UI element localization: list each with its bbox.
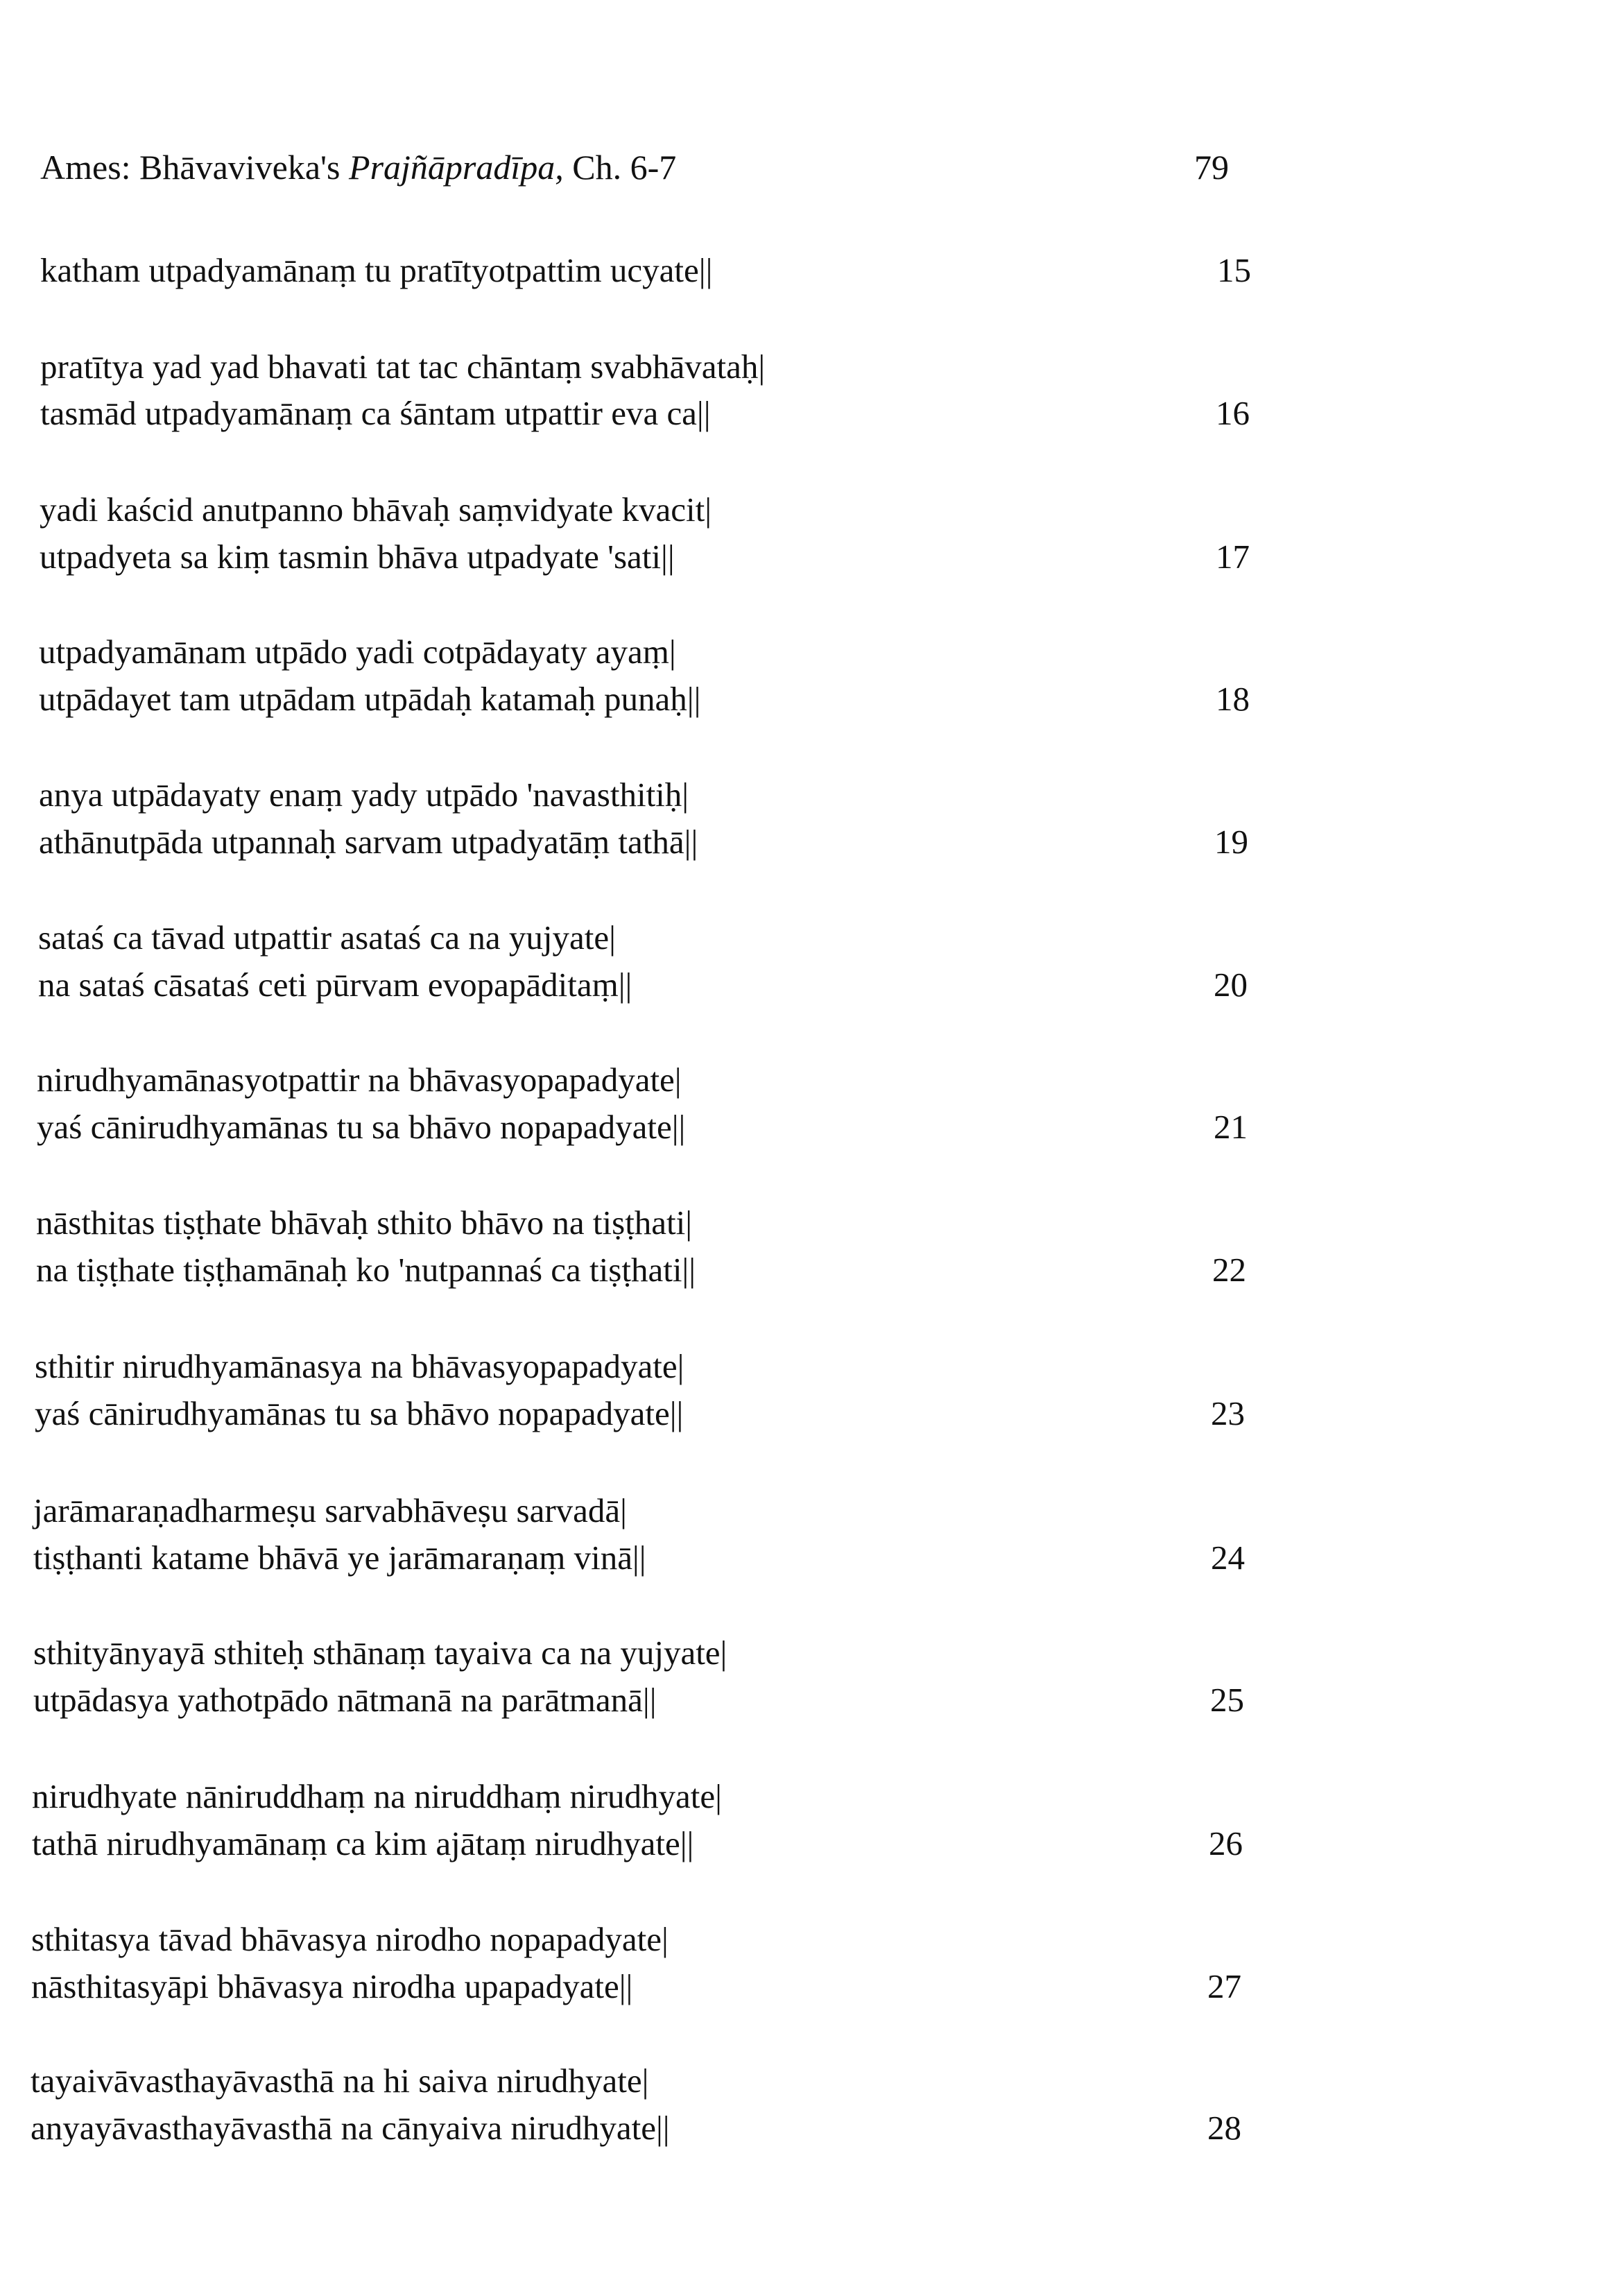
verse-number: 18 (1216, 680, 1250, 718)
verse-line: nāsthitas tiṣṭhate bhāvaḥ sthito bhāvo na tiṣṭhati| (36, 1203, 693, 1242)
verse-number: 28 (1207, 2109, 1241, 2147)
verse-number: 25 (1210, 1681, 1244, 1719)
verse-number: 22 (1212, 1251, 1246, 1289)
verse-line: anya utpādayaty enaṃ yady utpādo 'navasthitiḥ| (39, 776, 689, 814)
verse-line: na tiṣṭhate tiṣṭhamānaḥ ko 'nutpannaś ca tiṣṭhati|| (36, 1251, 696, 1289)
verse-line: anyayāvasthayāvasthā na cānyaiva nirudhyate|| (31, 2109, 670, 2147)
verse-line: yaś cānirudhyamānas tu sa bhāvo nopapadyate|| (37, 1108, 686, 1146)
verse-number: 27 (1207, 1967, 1241, 2005)
verse-line: jarāmaraṇadharmeṣu sarvabhāveṣu sarvadā| (33, 1491, 627, 1530)
verse-line: sthityānyayā sthiteḥ sthānaṃ tayaiva ca na yujyate| (33, 1634, 727, 1672)
verse-line: katham utpadyamānaṃ tu pratītyotpattim ucyate|| (40, 251, 713, 289)
page-number: 79 (1194, 148, 1229, 187)
verse-line: yaś cānirudhyamānas tu sa bhāvo nopapadyate|| (35, 1394, 684, 1432)
verse-line: yadi kaścid anutpanno bhāvaḥ saṃvidyate kvacit| (40, 490, 712, 529)
verse-line: sataś ca tāvad utpattir asataś ca na yujyate| (38, 918, 616, 957)
verse-number: 15 (1217, 251, 1251, 289)
verse-line: na sataś cāsataś ceti pūrvam evopapāditaṃ|| (38, 966, 632, 1004)
verse-line: tiṣṭhanti katame bhāvā ye jarāmaraṇaṃ vinā|| (33, 1539, 646, 1577)
verse-number: 26 (1209, 1824, 1243, 1862)
verse-line: utpadyamānam utpādo yadi cotpādayaty ayaṃ| (39, 633, 676, 671)
verse-number: 16 (1216, 394, 1250, 432)
verse-number: 21 (1214, 1108, 1248, 1146)
title-prefix: Ames: Bhāvaviveka's (40, 148, 350, 187)
verse-line: nirudhyate nāniruddhaṃ na niruddhaṃ nirudhyate| (32, 1777, 722, 1815)
verse-number: 19 (1214, 823, 1248, 861)
title-suffix: Ch. 6-7 (563, 148, 677, 187)
verse-number: 23 (1211, 1394, 1245, 1432)
verse-line: tasmād utpadyamānaṃ ca śāntam utpattir eva ca|| (40, 394, 711, 432)
verse-line: pratītya yad yad bhavati tat tac chāntaṃ svabhāvataḥ| (40, 348, 766, 386)
verse-line: athānutpāda utpannaḥ sarvam utpadyatāṃ tathā|| (39, 823, 698, 861)
verse-number: 24 (1211, 1539, 1245, 1577)
verse-line: utpādasya yathotpādo nātmanā na parātmanā|| (33, 1681, 657, 1719)
verse-line: sthitasya tāvad bhāvasya nirodho nopapadyate| (31, 1920, 669, 1958)
verse-line: sthitir nirudhyamānasya na bhāvasyopapadyate| (35, 1347, 684, 1385)
title-italic: Prajñāpradīpa, (349, 148, 564, 187)
verse-number: 20 (1214, 966, 1248, 1004)
verse-line: tathā nirudhyamānaṃ ca kim ajātaṃ nirudhyate|| (32, 1824, 694, 1862)
verse-line: utpadyeta sa kiṃ tasmin bhāva utpadyate 'sati|| (40, 538, 675, 576)
verse-line: utpādayet tam utpādam utpādaḥ katamaḥ punaḥ|| (39, 680, 701, 718)
verse-line: nirudhyamānasyotpattir na bhāvasyopapadyate| (37, 1061, 682, 1099)
verse-number: 17 (1216, 538, 1250, 576)
verse-line: nāsthitasyāpi bhāvasya nirodha upapadyate|| (31, 1967, 633, 2005)
verse-line: tayaivāvasthayāvasthā na hi saiva nirudhyate| (31, 2062, 649, 2100)
